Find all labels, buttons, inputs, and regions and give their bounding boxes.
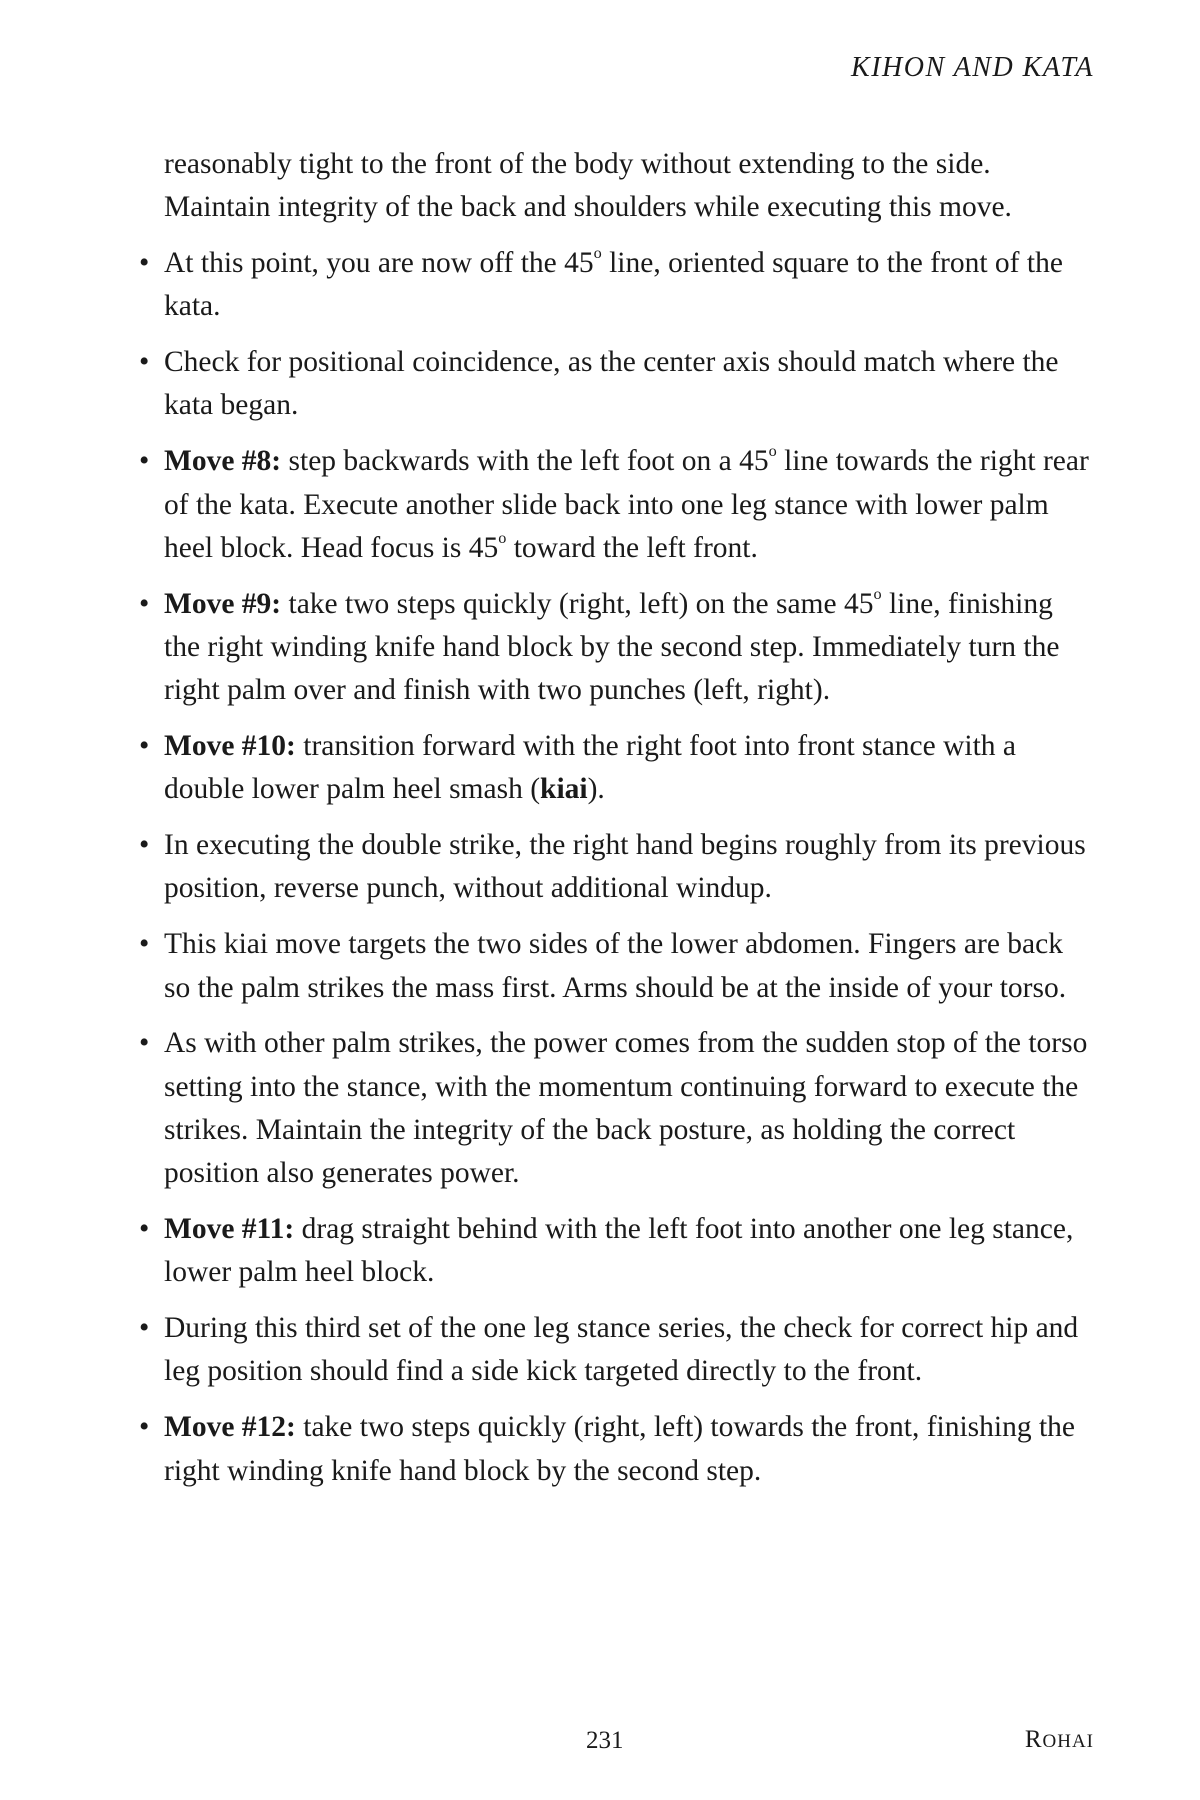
text-segment: This kiai move targets the two sides of the lower abdomen. Fingers are back so the palm strikes the mass first. Arms should be at the inside of your torso. — [164, 928, 1067, 1004]
page-body — [139, 143, 1089, 1505]
text-segment: transition forward with the right foot into front stance with a double lower palm heel smash ( — [164, 730, 1017, 806]
bullet-marker: • — [139, 445, 150, 478]
bullet-marker: • — [139, 730, 150, 763]
list-item-text — [164, 584, 1060, 707]
list-item — [139, 440, 1089, 570]
bullet-marker: • — [139, 829, 150, 862]
list-item-text — [164, 244, 1063, 323]
running-foot — [1025, 1727, 1094, 1752]
text-segment: take two steps quickly (right, left) on the same 45 — [281, 587, 874, 620]
list-item-text — [164, 1213, 1073, 1288]
bullet-marker: • — [139, 1213, 150, 1246]
degree-superscript: o — [593, 244, 602, 263]
list-item-text — [164, 829, 1086, 904]
text-segment: During this third set of the one leg stance series, the check for correct hip and leg position should find a side kick targeted directly to the front. — [164, 1312, 1079, 1388]
running-head: KIHON AND KATA — [851, 52, 1094, 83]
move-label: Move #8: — [164, 445, 282, 478]
bullet-marker: • — [139, 1411, 150, 1444]
text-segment: line towards the right rear of the kata. Execute another slide back into one leg stance with lower palm heel block. Head focus is 45 — [164, 445, 1089, 564]
move-label: Move #12: — [164, 1411, 296, 1444]
intro-paragraph: reasonably tight to the front of the body without extending to the side. Maintain integrity of the back and shoulders while executing this move. — [164, 148, 1012, 224]
degree-superscript: o — [873, 584, 882, 603]
text-segment: line, oriented square to the front of the kata. — [164, 247, 1063, 323]
degree-superscript: o — [768, 442, 777, 461]
kiai-term: kiai — [540, 773, 588, 806]
list-item-text — [164, 1312, 1078, 1387]
list-item — [139, 923, 1089, 1010]
list-item-text — [164, 1027, 1087, 1189]
text-segment: At this point, you are now off the 45 — [164, 247, 594, 280]
text-segment: line, finishing the right winding knife hand block by the second step. Immediately turn the right palm over and finish with two punches (left, right). — [164, 587, 1060, 707]
list-item-text — [164, 928, 1066, 1003]
text-segment: As with other palm strikes, the power comes from the sudden stop of the torso setting into the stance, with the momentum continuing forward to execute the strikes. Maintain the integrity of the back posture, as holding the correct position also generates power. — [164, 1027, 1088, 1190]
text-segment: step backwards with the left foot on a 45 — [281, 445, 769, 478]
move-label: Move #10: — [164, 730, 296, 763]
move-label: Move #9: — [164, 587, 282, 620]
running-foot-initial: R — [1024, 1726, 1043, 1753]
text-segment: Check for positional coincidence, as the center axis should match where the kata began. — [164, 346, 1059, 422]
list-item-text — [164, 730, 1016, 805]
list-item — [139, 1022, 1089, 1195]
list-item — [139, 1307, 1089, 1394]
bullet-marker: • — [139, 587, 150, 620]
list-item — [139, 341, 1089, 428]
text-segment: drag straight behind with the left foot into another one leg stance, lower palm heel block. — [164, 1213, 1074, 1289]
list-item — [139, 583, 1089, 713]
bullet-list — [139, 242, 1089, 1493]
list-item-text — [164, 442, 1089, 564]
list-item — [139, 1208, 1089, 1295]
list-item — [139, 725, 1089, 812]
list-item — [139, 1406, 1089, 1493]
list-item — [139, 242, 1089, 329]
bullet-marker: • — [139, 1312, 150, 1345]
list-item-text — [164, 346, 1059, 421]
move-label: Move #11: — [164, 1213, 295, 1246]
text-segment: ). — [587, 773, 605, 806]
text-segment: In executing the double strike, the right hand begins roughly from its previous position, reverse punch, without additional windup. — [164, 829, 1086, 905]
running-foot-rest: OHAI — [1042, 1731, 1094, 1752]
text-segment: take two steps quickly (right, left) towards the front, finishing the right winding knife hand block by the second step. — [164, 1411, 1076, 1487]
bullet-marker: • — [139, 928, 150, 961]
text-segment: toward the left front. — [506, 531, 758, 564]
degree-superscript: o — [498, 528, 507, 547]
list-item-text — [164, 1411, 1075, 1486]
list-item — [139, 824, 1089, 911]
page-number: 231 — [586, 1727, 624, 1754]
bullet-marker: • — [139, 1027, 150, 1060]
bullet-marker: • — [139, 247, 150, 280]
bullet-marker: • — [139, 346, 150, 379]
